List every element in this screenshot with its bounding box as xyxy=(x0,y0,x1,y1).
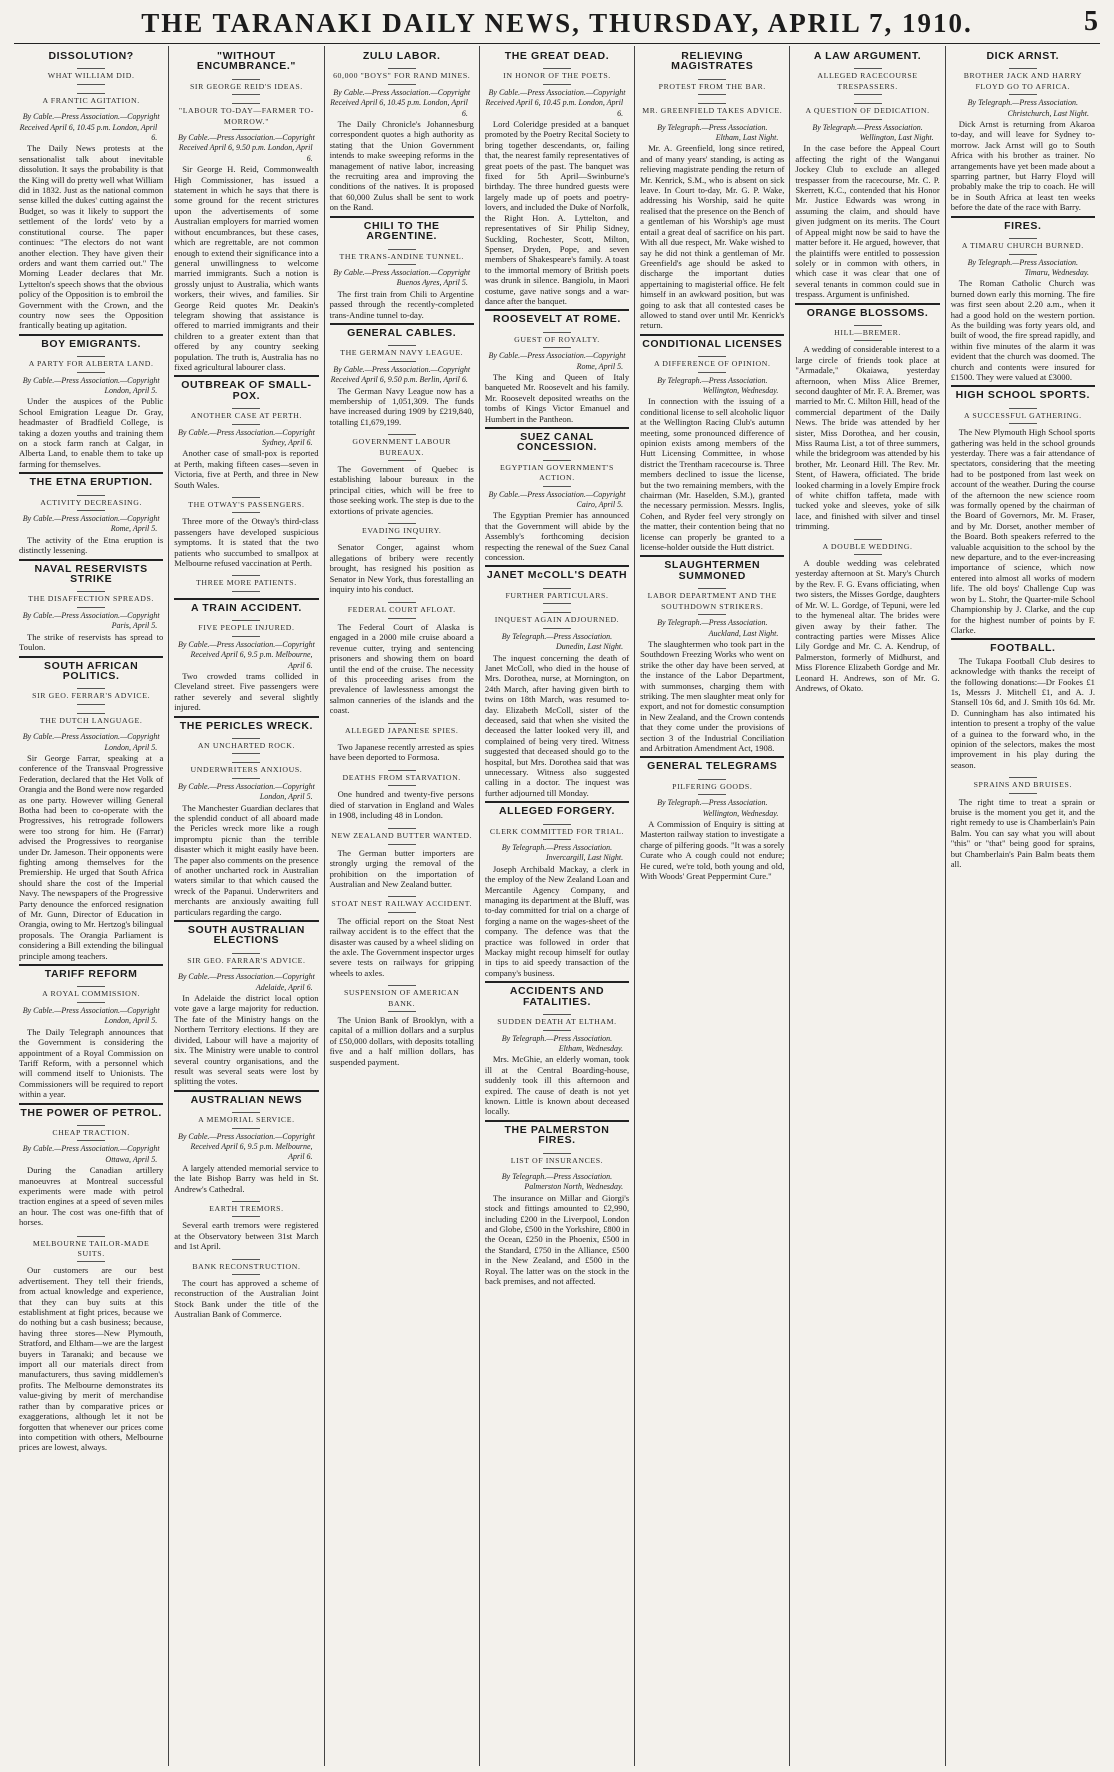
article-headline: "WITHOUT ENCUMBRANCE." xyxy=(196,50,296,73)
masthead xyxy=(14,4,1100,44)
article-byline: By Cable.—Press Association.—Copyright xyxy=(333,87,471,97)
newspaper-columns xyxy=(14,46,1100,1766)
section-subheading: SUSPENSION OF AMERICAN BANK. xyxy=(330,980,474,1015)
news-article xyxy=(19,1231,163,1453)
article-body: During the Canadian artillery manoeuvres at Montreal successful experiments were made with petrol traction engines at a speed of seven miles an hour. The cost was one-fifth that of horses. xyxy=(19,1165,164,1228)
article-headline: DICK ARNST. xyxy=(986,50,1060,62)
article-dateline: Buenos Ayres, April 5. xyxy=(396,278,468,288)
article-dateline: Received April 6, 9.5 p.m. Melbourne, April 6. xyxy=(190,1141,313,1162)
article-byline: By Cable.—Press Association.—Copyright xyxy=(488,87,626,97)
section-body: Several earth tremors were registered at the Observatory between 31st March and 1st April. xyxy=(174,1220,319,1252)
article-body: Our customers are our best advertisement. They tell their friends, from actual knowledge and experience, that they can buy suits at this establishment at fight prices, because we do nothing but a cash business; because, having three stores—New Plymouth, Stratford, and Eltham—we are the largest buyers in Taranaki; and because we import all our materials direct from manufacturers, thus saving middlemen's profits. The Melbourne demonstrates its value-giving by merit of merchandise rather than by comparative prices or exaggerations, although let it not be forgotten that whenever our prices come into competition with others, Melbourne prices are lowest, always. xyxy=(19,1265,164,1453)
news-article xyxy=(174,716,318,918)
article-dateline: Eltham, Last Night. xyxy=(715,133,779,143)
news-article xyxy=(485,981,629,1116)
article-headline: RELIEVING MAGISTRATES xyxy=(671,50,754,73)
article-byline: By Telegraph.—Press Association. xyxy=(501,843,613,852)
article-subheading: A ROYAL COMMISSION. xyxy=(19,981,163,1005)
article-byline: By Cable.—Press Association.—Copyright xyxy=(22,610,160,620)
article-subheading: LIST OF INSURANCES. xyxy=(485,1148,629,1172)
section-body: The Union Bank of Brooklyn, with a capital of a million dollars and a surplus of £50,000 dollars, with deposits totalling five and a half million dollars, has suspended payment. xyxy=(329,1015,474,1067)
article-byline: By Telegraph.—Press Association. xyxy=(657,375,768,385)
article-byline: By Cable.—Press Association.—Copyright xyxy=(177,1131,315,1141)
news-article xyxy=(19,48,163,331)
article-dateline: Rome, April 5. xyxy=(576,361,624,371)
article-byline: By Cable.—Press Association.—Copyright xyxy=(177,639,315,649)
article-subheading: SUDDEN DEATH AT ELTHAM. xyxy=(485,1009,629,1033)
news-article xyxy=(485,801,629,978)
article-subheading: CLERK COMMITTED FOR TRIAL. xyxy=(485,819,629,843)
section-subheading: DEATHS FROM STARVATION. xyxy=(330,765,474,789)
article-dateline: London, April 5. xyxy=(259,792,313,802)
article-body: Sir George H. Reid, Commonwealth High Commissioner, has issued a statement in which he says that there is some ground for the recent strictures upon the advertisements of some Australian employers for married women without encumbrances, but these cases, which are regrettable, are not common enough to extend their significance into a general unwillingness to welcome married immigrants. Such a notion is grossly unjust to Australia, which wants workers, their wives, and families. Sir George Reid quotes Mr. Deakin's telegram showing that assistance is offered to married immigrants and their children to a greater extent than that offered by any country seeking population. The truth is, Australia has no fixed agricultural labourer class. xyxy=(174,164,319,372)
article-dateline: Invercargill, Last Night. xyxy=(545,853,624,863)
column-5 xyxy=(635,46,790,1766)
article-dateline: London, April 5. xyxy=(104,1016,158,1026)
article-dateline: Received April 6, 10.45 p.m. London, April 6. xyxy=(330,98,468,118)
article-subheading: SIR GEO. FERRAR'S ADVICE. xyxy=(19,683,163,707)
article-headline: THE POWER OF PETROL. xyxy=(19,1103,163,1120)
article-subheading-secondary: INQUEST AGAIN ADJOURNED. xyxy=(485,607,629,631)
article-subheading-secondary: THE DUTCH LANGUAGE. xyxy=(19,708,163,732)
section-subheading: SPRAINS AND BRUISES. xyxy=(951,772,1095,796)
article-headline: ORANGE BLOSSOMS. xyxy=(795,303,939,320)
article-byline: By Telegraph.—Press Association. xyxy=(967,257,1079,267)
article-headline: A TRAIN ACCIDENT. xyxy=(174,598,318,615)
newspaper-title: THE TARANAKI DAILY NEWS, THURSDAY, APRIL 7, 1910. xyxy=(141,8,973,38)
article-byline: By Cable.—Press Association.—Copyright xyxy=(22,1144,160,1154)
article-headline: ZULU LABOR. xyxy=(362,50,441,62)
news-article xyxy=(485,309,629,424)
article-body: The New Plymouth High School sports gathering was held in the school grounds yesterday. There was a fair attendance of spectators, considering that the meeting had to be postponed from last week on account of the weather. During the course of the afternoon the new science room was formally opened by the chairman of the Board of Governors, Mr. M. Fraser, and by Mr. Dorset, another member of the Board. Both speakers referred to the valuable acquisition to the school by the new departure, and to the ever-increasing importance of science, which now entered into almost all works of modern life. The old boys' Challenge Cup was won by L. Stohr, the Quarter-mile School Championship by J. Clarke, and the cup for the highest number of points by F. Clarke. xyxy=(950,427,1095,635)
article-subheading: A DIFFERENCE OF OPINION. xyxy=(640,351,784,375)
article-byline: By Cable.—Press Association.—Copyright xyxy=(333,267,471,277)
article-body: The King and Queen of Italy banqueted Mr. Roosevelt and his family. Mr. Roosevelt deposited wreaths on the tombs of Kings Victor Emanuel and Humbert in the Pantheon. xyxy=(484,371,630,424)
article-subheading: WHAT WILLIAM DID. xyxy=(19,63,163,87)
section-body: Two Japanese recently arrested as spies have been deported to Formosa. xyxy=(329,741,474,763)
article-dateline: Wellington, Wednesday. xyxy=(702,808,779,818)
article-subheading: PROTEST FROM THE BAR. xyxy=(640,74,784,98)
article-headline: SOUTH AFRICAN POLITICS. xyxy=(19,656,163,684)
news-article xyxy=(640,334,784,553)
section-body: The right time to treat a sprain or bruise is the moment you get it, and the right remedy to use is Chamberlain's Pain Balm. You can say what you will about "this" or "that" being good for sprains, but Chamberlain's Pain Balm beats them all. xyxy=(950,796,1095,870)
article-headline: GENERAL TELEGRAMS xyxy=(640,756,784,773)
section-subheading: EVADING INQUIRY. xyxy=(330,518,474,542)
article-dateline: Paris, April 5. xyxy=(111,621,158,631)
section-subheading: GOVERNMENT LABOUR BUREAUX. xyxy=(330,429,474,464)
page-number: 5 xyxy=(1084,6,1098,37)
article-byline: By Telegraph.—Press Association. xyxy=(501,1171,613,1181)
article-dateline: Adelaide, April 6. xyxy=(255,982,313,992)
article-byline: By Telegraph.—Press Association. xyxy=(501,1033,613,1043)
section-body: Senator Conger, against whom allegations of bribery were recently brought, has resigned his position as Senator in New York, thus forestalling an inquiry into his conduct. xyxy=(329,542,474,595)
section-body: The court has approved a scheme of reconstruction of the Australian Joint Stock Bank under the title of the Australian Bank of Commerce. xyxy=(174,1278,319,1320)
article-body: The Federal Court of Alaska is engaged in a 2000 mile cruise aboard a revenue cutter, trying and sentencing prisoners and showing them on board until the end of the cruise. The necessity of this proceeding arises from the prevalence of lawlessness amongst the salmon canneries of the islands and the coast. xyxy=(329,621,474,716)
article-subheading-secondary: UNDERWRITERS ANXIOUS. xyxy=(174,757,318,781)
article-headline: JANET McCOLL'S DEATH xyxy=(485,565,629,582)
column-7 xyxy=(946,46,1100,1766)
news-article xyxy=(951,638,1095,869)
article-dateline: Received April 6, 10.45 p.m. London, April 6. xyxy=(19,122,158,143)
article-headline: DISSOLUTION? xyxy=(48,50,134,62)
article-dateline: London, April 5. xyxy=(104,385,158,395)
article-byline: By Cable.—Press Association.—Copyright xyxy=(22,732,160,742)
article-body: The Tukapa Football Club desires to acknowledge with thanks the receipt of the following donations:—Dr Fookes £1 1s, Messrs J. Mitchell £1, and A. J. Stansell 10s 6d, and J. Smith 10s 6d. Mr. D. Cunningham has also intimated his intention to present a trophy of the value of a guinea to the forward who, in the opinion of the selectors, makes the most improvement in his play during the season. xyxy=(950,655,1095,770)
article-byline: By Cable.—Press Association.—Copyright xyxy=(488,489,626,499)
section-subheading: THREE MORE PATIENTS. xyxy=(174,570,318,594)
article-headline: CHILI TO THE ARGENTINE. xyxy=(330,216,474,244)
article-body: Mr. A. Greenfield, long since retired, and of many years' standing, is acting as relieving magistrate pending the return of Mr. Kenrick, S.M., who is absent on sick leave. In Court to-day, Mr. G. P. Wake, addressing his Worship, said he quite realised that the presence on the Bench of a gentleman of his Worship's age must entail a great deal of sacrifice on his part. With all due respect, Mr. Wake wished to say he did not think a gentleman of Mr. Greenfield's age should be asked to discharge the important duties appertaining to magisterial office. He felt himself in an awkward position, but was going to ask that all contested cases be allowed to stand over until Mr. Kenrick's return. xyxy=(640,143,785,331)
article-byline: By Cable.—Press Association.—Copyright xyxy=(22,112,160,122)
article-subheading: FIVE PEOPLE INJURED. xyxy=(174,615,318,639)
article-headline: THE ETNA ERUPTION. xyxy=(19,472,163,489)
article-headline: CONDITIONAL LICENSES xyxy=(640,334,784,351)
article-subheading: 60,000 "BOYS" FOR RAND MINES. xyxy=(330,63,474,87)
article-headline: FOOTBALL. xyxy=(951,638,1095,655)
article-dateline: Timaru, Wednesday. xyxy=(1024,267,1089,277)
article-headline: ALLEGED FORGERY. xyxy=(485,801,629,818)
section-subheading: THE OTWAY'S PASSENGERS. xyxy=(174,492,318,516)
article-body: A Commission of Enquiry is sitting at Masterton railway station to investigate a charge of pilfering goods. "It was a sorely Curate who A cough could not endure; He cured, we're told, both young and old, With Woods' Great Peppermint Cure." xyxy=(640,819,785,882)
article-subheading: ANOTHER CASE AT PERTH. xyxy=(174,403,318,427)
article-byline: By Telegraph.—Press Association. xyxy=(657,618,768,628)
news-article xyxy=(951,385,1095,635)
article-body: The Roman Catholic Church was burned down early this morning. The fire was first seen about 2.20 a.m., when it had a good hold on the western portion. As the building was forty years old, and built of wood, the fire spread rapidly, and within five minutes of the alarm it was evident that the church was doomed. The church and contents were insured for £1500. They were valued at £3000. xyxy=(950,278,1095,382)
article-subheading-secondary: A FRANTIC AGITATION. xyxy=(19,88,163,112)
news-article xyxy=(330,597,474,820)
news-article xyxy=(795,48,939,300)
article-byline: By Cable.—Press Association.—Copyright xyxy=(177,427,315,437)
news-article xyxy=(951,216,1095,383)
article-body: The strike of reservists has spread to Toulon. xyxy=(19,631,164,653)
article-body: Under the auspices of the Public School Emigration League Dr. Gray, headmaster of Bradfield College, is taking a dozen youths and training them on a stock farm ranch at Calgar, in Alberta Land, to enable them to take up farming for themselves. xyxy=(19,396,164,469)
article-subheading: FURTHER PARTICULARS. xyxy=(485,583,629,607)
article-dateline: Rome, April 5. xyxy=(110,524,158,534)
news-article xyxy=(330,823,474,1067)
column-1 xyxy=(14,46,169,1766)
article-byline: By Cable.—Press Association.—Copyright xyxy=(333,364,471,374)
news-article xyxy=(19,472,163,555)
article-dateline: Cairo, April 5. xyxy=(576,500,624,510)
news-article xyxy=(19,334,163,469)
article-headline: FIRES. xyxy=(951,216,1095,233)
news-article xyxy=(330,48,474,213)
article-subheading: A MEMORIAL SERVICE. xyxy=(174,1107,318,1131)
article-body: A wedding of considerable interest to a large circle of friends took place at "Armadale," Okaiawa, yesterday afternoon, when Miss Alice Bremer, second daughter of Mr. F. A. Bremer, was married to Mr. C. Milton Hill, head of the commercial department of the Daily News. The bride was attended by her sister, Miss Dorothea, and her cousin, Miss Rauma List, a tot of three summers, while the bridegroom was attended by his brother, Mr. Leonard Hill. The Rev. Mr. Stent, of Hawera, officiated. The bride looked charming in a lovely Empire frock of white chiffon taffeta, made with tucked yoke and sleeves, yoke of silk lace, and finished with silver and tinsel trimming. xyxy=(795,344,940,532)
news-article xyxy=(19,1103,163,1228)
article-body: The activity of the Etna eruption is distinctly lessening. xyxy=(19,534,164,556)
article-body: Joseph Archibald Mackay, a clerk in the employ of the New Zealand Loan and Mercantile Agency Company, and managing its department at the Bluff, was to-day committed for trial on a charge of forging a name on the wages-sheet of the company. The defence was that the practice was followed in order that Mackay might recoup himself for outlay in tips to aid speedy transaction of the company's business. xyxy=(484,863,630,978)
article-byline: By Cable.—Press Association.—Copyright xyxy=(22,375,160,385)
article-headline: SUEZ CANAL CONCESSION. xyxy=(485,427,629,455)
article-body: The Daily Chronicle's Johannesburg correspondent quotes a high authority as stating that the Union Government intends to make sweeping reforms in the management of native labor, increasing the recruiting area and improving the conditions of the natives. It is proposed that 60,000 Zulus shall be sent to work on the Rand. xyxy=(329,119,474,213)
article-dateline: Ottawa, April 5. xyxy=(105,1154,158,1164)
article-dateline: Palmerston North, Wednesday. xyxy=(524,1182,624,1192)
article-byline: By Telegraph.—Press Association. xyxy=(501,631,613,641)
section-body: The Government of Quebec is establishing labour bureaux in the principal cities, which will be free to those seeking work. The step is due to the extortions of private agencies. xyxy=(329,464,474,516)
news-article xyxy=(640,756,784,881)
section-subheading: ALLEGED JAPANESE SPIES. xyxy=(330,718,474,742)
article-subheading: MELBOURNE TAILOR-MADE SUITS. xyxy=(19,1231,163,1266)
article-subheading: THE DISAFFECTION SPREADS. xyxy=(19,586,163,610)
news-article xyxy=(330,323,474,595)
article-headline: OUTBREAK OF SMALL-POX. xyxy=(174,375,318,403)
article-subheading: IN HONOR OF THE POETS. xyxy=(485,63,629,87)
article-byline: By Cable.—Press Association.—Copyright xyxy=(177,133,315,143)
article-headline: TARIFF REFORM xyxy=(19,964,163,981)
news-article xyxy=(485,48,629,306)
article-subheading: PILFERING GOODS. xyxy=(640,774,784,798)
section-body: Three more of the Otway's third-class passengers have developed suspicious symptoms. It is stated that the two patients who succumbed to smallpox at Melbourne refused vaccination at Perth. xyxy=(174,516,319,569)
article-subheading: THE TRANS-ANDINE TUNNEL. xyxy=(330,244,474,268)
article-subheading: CHEAP TRACTION. xyxy=(19,1120,163,1144)
article-byline: By Cable.—Press Association.—Copyright xyxy=(22,514,160,524)
news-article xyxy=(951,48,1095,213)
article-byline: By Cable.—Press Association.—Copyright xyxy=(177,972,315,982)
article-headline: THE GREAT DEAD. xyxy=(504,50,610,62)
article-subheading: LABOR DEPARTMENT AND THE SOUTHDOWN STRIKERS. xyxy=(640,583,784,618)
section-body: A double wedding was celebrated yesterday afternoon at St. Mary's Church by the Rev. F. G. Evans officiating, when two sisters, the Misses Gordge, daughters of Mr. W. L. Gordge, of Tepuni, were led to the hymeneal altar. The brides were given away by their father. The contracting parties were Misses Alice Lily Gordge and Mr. C. A. Kendrup, of Palmerston, formerly of Midhurst, and Miss Florence Elizabeth Gordge and Mr. Leonard H. Andrews, son of Mr. G. Andrews, of Okato. xyxy=(795,558,940,693)
news-article xyxy=(485,565,629,798)
news-article xyxy=(485,427,629,562)
article-dateline: Received April 6, 9.50 p.m. Berlin, April 6. xyxy=(330,375,468,385)
article-dateline: Christchurch, Last Night. xyxy=(1007,108,1089,118)
article-body: Dick Arnst is returning from Akaroa to-day, and will leave for Sydney to-morrow. Jack Arnst will go to South Africa with his brother as trainer. No arrangements have yet been made about a sparring partner, but Harry Floyd will probably make the trip to coach. He will be in South Africa at least ten weeks before the date of the race with Barry. xyxy=(950,119,1095,213)
article-dateline: Sydney, April 6. xyxy=(262,438,313,447)
article-headline: SLAUGHTERMEN SUMMONED xyxy=(640,555,784,583)
article-headline: A LAW ARGUMENT. xyxy=(813,50,922,62)
article-headline: BOY EMIGRANTS. xyxy=(19,334,163,351)
news-article xyxy=(640,48,784,331)
article-body: In the case before the Appeal Court affecting the right of the Wanganui Jockey Club to exclude an alleged trespasser from the racecourse, Mr. C. P. Skerrett, K.C., contended that his Honor Mr. Justice Edwards was wrong in assuming the claim, and should have given judgment on its merits. The Court of Appeal might now be said to have the matter before it. He argued, however, that the plaintiffs were entitled to possession solely or in common with others, in which case it was clear that one of several tenants in common could sue in trespass. Argument is unfinished. xyxy=(795,143,940,300)
news-article xyxy=(795,303,939,694)
news-article xyxy=(19,964,163,1099)
article-body: The Daily Telegraph announces that the Government is considering the appointment of a Royal Commission on Tariff Reform, with a personnel which will commend itself to Unionists. The Commissioners will be required to report within a year. xyxy=(19,1026,164,1100)
article-body: In connection with the issuing of a conditional license to sell alcoholic liquor at the Wellington Racing Club's autumn meeting, some pronounced difference of opinion exists among members of the Hutt Licensing Committee, in whose district the Trentham racecourse is. Three members declined to issue the license, but the two remaining members, with the chairman (Mr. Haselden, S.M.), granted the necessary permission. Messrs. Inglis, Cohen, and Ryder feel very strongly on the matter, their contention being that no license can properly be granted to a license-holder outside the Hutt district. xyxy=(640,396,785,553)
article-byline: By Telegraph.—Press Association. xyxy=(967,98,1079,108)
article-subheading: ALLEGED RACECOURSE TRESPASSERS. xyxy=(795,63,939,98)
article-body: The slaughtermen who took part in the Southdown Freezing Works who went on strike the other day have been served, at the instance of the Labor Department, with summonses, charging them with striking. The men slaughter meat only for export, and not for domestic consumption in New Zealand, and the Crown contends that they come under the provisions of section 3 of the Industrial Conciliation and Arbitration Amendment Act, 1908. xyxy=(640,638,785,753)
column-3 xyxy=(325,46,480,1766)
article-headline: AUSTRALIAN NEWS xyxy=(174,1090,318,1107)
article-body: The German Navy League now has a membership of 1,051,309. The funds have increased during 1909 by £219,840, totalling £1,679,199. xyxy=(329,385,474,427)
article-dateline: Wellington, Last Night. xyxy=(859,133,934,143)
column-6 xyxy=(790,46,945,1766)
news-article xyxy=(640,555,784,753)
article-headline: NAVAL RESERVISTS STRIKE xyxy=(19,559,163,587)
column-2 xyxy=(169,46,324,1766)
article-body: The insurance on Millar and Giorgi's stock and fittings amounted to £2,990, including £200 in the Liverpool, London and Globe, £500 in the Yorkshire, £800 in the Ocean, £250 in the Phoenix, £500 in the Standard, £750 in the Alliance, £500 in the New Zealand, and £500 in the Royal. The latter was on the stock in the back premises, and not affected. xyxy=(484,1192,630,1287)
article-headline: HIGH SCHOOL SPORTS. xyxy=(951,385,1095,402)
article-dateline: Received April 6, 10.45 p.m. London, April 6. xyxy=(485,98,624,118)
article-subheading: A PARTY FOR ALBERTA LAND. xyxy=(19,351,163,375)
news-article xyxy=(174,375,318,595)
article-byline: By Cable.—Press Association.—Copyright xyxy=(177,781,315,791)
article-byline: By Telegraph.—Press Association. xyxy=(657,798,768,808)
article-dateline: Received April 6, 9.5 p.m. Melbourne, April 6. xyxy=(190,650,313,670)
article-subheading: GUEST OF ROYALTY. xyxy=(485,327,629,351)
article-body: The Manchester Guardian declares that the splendid conduct of all aboard made the Pericles wreck more like a rough impromptu picnic than the terrible disaster which it might easily have been. The paper also comments on the presence of another uncharted rock in Australian waters similar to that which caused the wreck of the Papanui. Underwriters and merchants are anxiously awaiting full particulars regarding the cargo. xyxy=(174,802,319,917)
article-headline: SOUTH AUSTRALIAN ELECTIONS xyxy=(174,920,318,948)
article-body: Sir George Farrar, speaking at a conference of the Transvaal Progressive Federation, declared that the Het Volk of Orangia and the Bond were now regarded as one party. However willing General Botha had been to co-operate with the Progressives, his retrograde followers were too strong for him. He (Farrar) advised the Progressives to reorganise under Dr. Jameson. Their opponents were fighting among themselves for the Premiership. He urged that South Africa should share the cost of the Imperial Navy. The newspapers of the Progressive Party denounce the enforced resignation of Mr. Gunn, Director of Education in Orangia, owing to Mr. Hertzog's bilingual proposals. The Orangia Parliament is considering a Bill extending the bilingual principle among teachers. xyxy=(19,752,164,961)
article-headline: ROOSEVELT AT ROME. xyxy=(485,309,629,326)
news-article xyxy=(19,559,163,653)
article-body: Another case of small-pox is reported at Perth, making fifteen cases—seven in Victoria, five at Perth, and three in New South Wales. xyxy=(174,448,319,490)
news-article xyxy=(19,656,163,962)
article-byline: By Telegraph.—Press Association. xyxy=(812,122,923,132)
article-subheading: ACTIVITY DECREASING. xyxy=(19,490,163,514)
article-subheading-secondary: "LABOUR TO-DAY—FARMER TO-MORROW." xyxy=(174,98,318,133)
article-byline: By Cable.—Press Association.—Copyright xyxy=(22,1005,160,1015)
article-subheading: AN UNCHARTED ROCK. xyxy=(174,733,318,757)
article-body: A largely attended memorial service to the late Bishop Barry was held in St. Andrew's Cathedral. xyxy=(174,1162,319,1194)
article-subheading: A SUCCESSFUL GATHERING. xyxy=(951,403,1095,427)
article-body: The first train from Chili to Argentine passed through the recently-completed trans-Andine tunnel to-day. xyxy=(329,288,474,320)
article-body: Mrs. McGhie, an elderly woman, took ill at the Central Boarding-house, suddenly took ill this afternoon and expired. The cause of death is not yet known. Little is known about deceased locally. xyxy=(484,1054,630,1117)
article-subheading: A TIMARU CHURCH BURNED. xyxy=(951,233,1095,257)
news-article xyxy=(174,598,318,713)
article-subheading: EGYPTIAN GOVERNMENT'S ACTION. xyxy=(485,455,629,490)
news-article xyxy=(174,48,318,372)
article-subheading: SIR GEORGE REID'S IDEAS. xyxy=(174,74,318,98)
article-dateline: Auckland, Last Night. xyxy=(708,628,779,638)
article-headline: THE PERICLES WRECK. xyxy=(174,716,318,733)
section-body: The official report on the Stoat Nest railway accident is to the effect that the disaster was caused by a wheel sliding on the axle. The Government inspector urges severe tests on railways for gripping wheels to axles. xyxy=(329,915,474,978)
article-subheading: BROTHER JACK AND HARRY FLOYD GO TO AFRICA. xyxy=(951,63,1095,98)
article-subheading-secondary: MR. GREENFIELD TAKES ADVICE. xyxy=(640,98,784,122)
article-byline: By Telegraph.—Press Association. xyxy=(657,122,768,132)
article-subheading-secondary: A QUESTION OF DEDICATION. xyxy=(795,98,939,122)
section-subheading: BANK RECONSTRUCTION. xyxy=(174,1254,318,1278)
section-subheading: EARTH TREMORS. xyxy=(174,1196,318,1220)
column-4 xyxy=(480,46,635,1766)
article-dateline: Wellington, Wednesday. xyxy=(702,385,779,395)
article-subheading: HILL—BREMER. xyxy=(795,320,939,344)
article-dateline: London, April 5. xyxy=(104,742,158,752)
section-subheading: STOAT NEST RAILWAY ACCIDENT. xyxy=(330,891,474,915)
article-body: The Egyptian Premier has announced that the Government will abide by the Assembly's forthcoming decision respecting the renewal of the Suez Canal concession. xyxy=(484,510,630,563)
section-subheading: A DOUBLE WEDDING. xyxy=(795,534,939,558)
article-body: In Adelaide the district local option vote gave a large majority for reduction. The fate of the Ministry hangs on the Northern Territory elections. If they are divided, Labour will have a majority of six. The Ministry were unable to control several country organisations, and the result was several seats were lost by splitting the votes. xyxy=(174,993,319,1087)
article-body: The German butter importers are strongly urging the removal of the prohibition on the importation of Australian and New Zealand butter. xyxy=(329,847,474,889)
article-dateline: Dunedin, Last Night. xyxy=(556,642,624,652)
article-subheading: NEW ZEALAND BUTTER WANTED. xyxy=(330,823,474,847)
article-subheading: SIR GEO. FARRAR'S ADVICE. xyxy=(174,948,318,972)
news-article xyxy=(485,1120,629,1287)
article-headline: THE PALMERSTON FIRES. xyxy=(485,1120,629,1148)
article-body: The inquest concerning the death of Janet McColl, who died in the house of Mrs. Dorothea, nurse, at Mornington, on 24th March, after having given birth to twins on 18th March, was resumed to-day. Elizabeth McColl, sister of the deceased, said that when she visited the deceased the latter looked very ill, and complained of being very tired. Witness suggested that deceased should go to the hospital, but Mrs. Dorothea said that was unnecessary. Witness also suggested calling in a doctor. The inquest was further adjourned till Monday. xyxy=(484,652,630,798)
news-article xyxy=(174,920,318,1087)
news-article xyxy=(174,1090,318,1320)
article-headline: ACCIDENTS AND FATALITIES. xyxy=(485,981,629,1009)
article-headline: GENERAL CABLES. xyxy=(330,323,474,340)
article-dateline: Received April 6, 9.50 p.m. London, April 6. xyxy=(178,143,313,163)
article-subheading: FEDERAL COURT AFLOAT. xyxy=(330,597,474,621)
article-body: The Daily News protests at the sensationalist talk about inevitable dissolution. It says the probability is that the King will do pretty well what William did in 1832. Just as the national common sense killed the dukes' cutting against the Budget, so was it likely to support the settlement of the lords' veto by a constitutional course. The paper continues: "The electors do not want another election. They have given their orders and want them carried out." The Morning Leader declares that Mr. Lyttelton's speech shows that the obvious policy of the Opposition is to embroil the Government with the Crown, and the country now sees the Opposition frantically beating up agitation. xyxy=(19,143,164,331)
article-body: Lord Coleridge presided at a banquet promoted by the Poetry Recital Society to bring together descendants, or, failing that, the nearest family representatives of great poets of the past. The banquet was fixed for 5th April—Swinburne's birthday. The three hundred guests were largely made up of poets and poetry-lovers, and included the Duke of Norfolk, the Right Hon. A. Lyttelton, and representatives of Sir Philip Sidney, Suckling, Rochester, Scott, Milton, Spenser, Dryden, Pope, and seven members of Shakespeare's family. A toast to the immortal memory of British poets was drunk in silence. Bangiolu, in Maori costume, gave native songs and a war-dance after the banquet. xyxy=(484,119,630,306)
article-byline: By Cable.—Press Association.—Copyright xyxy=(488,351,626,361)
article-subheading: THE GERMAN NAVY LEAGUE. xyxy=(330,340,474,364)
news-article xyxy=(330,216,474,320)
section-body: One hundred and twenty-five persons died of starvation in England and Wales in 1908, including 48 in London. xyxy=(329,789,474,820)
article-dateline: Eltham, Wednesday. xyxy=(558,1043,624,1053)
article-body: Two crowded trams collided in Cleveland street. Five passengers were rather severely and several slightly injured. xyxy=(174,670,319,713)
